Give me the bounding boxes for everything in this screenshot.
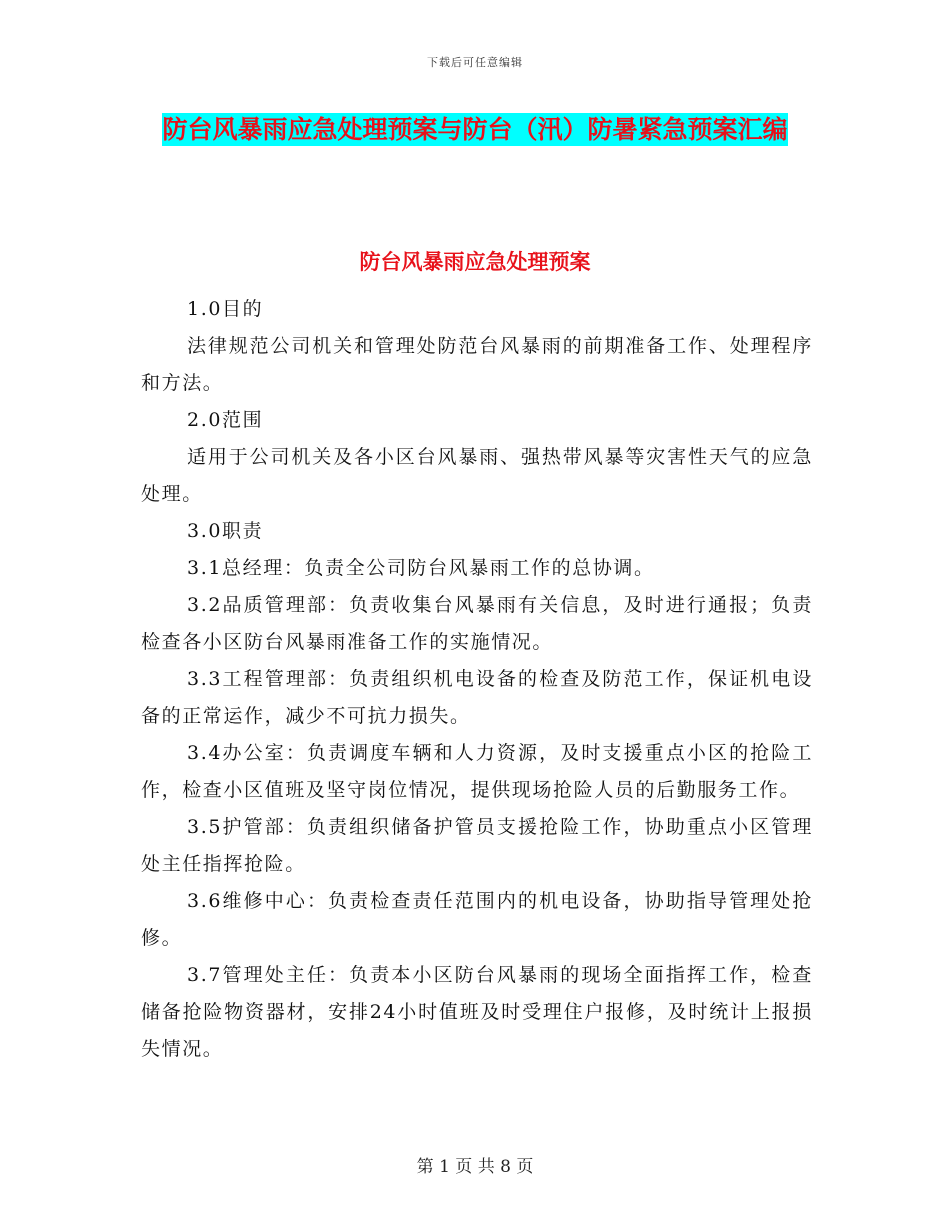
document-title (140, 106, 810, 154)
document-body (141, 291, 813, 1068)
paragraph-3-7: 3.7管理处主任：负责本小区防台风暴雨的现场全面指挥工作，检查储备抢险物资器材，安排24小时值班及时受理住户报修，及时统计上报损失情况。 (141, 964, 813, 1060)
heading-purpose: 1.0目的 (187, 298, 264, 320)
paragraph-3-1: 3.1总经理：负责全公司防台风暴雨工作的总协调。 (187, 557, 655, 579)
section-title: 防台风暴雨应急处理预案 (359, 250, 591, 274)
document-title-text: 防台风暴雨应急处理预案与防台（汛）防暑紧急预案汇编 (162, 115, 788, 144)
paragraph-scope: 适用于公司机关及各小区台风暴雨、强热带风暴等灾害性天气的应急处理。 (141, 446, 813, 505)
heading-scope: 2.0范围 (187, 409, 264, 431)
paragraph-3-6: 3.6维修中心：负责检查责任范围内的机电设备，协助指导管理处抢修。 (141, 890, 813, 949)
header-note: 下载后可任意编辑 (427, 56, 523, 69)
heading-responsibilities: 3.0职责 (187, 520, 264, 542)
paragraph-purpose: 法律规范公司机关和管理处防范台风暴雨的前期准备工作、处理程序和方法。 (141, 335, 813, 394)
page-footer: 第 1 页 共 8 页 (416, 1157, 534, 1177)
paragraph-3-3: 3.3工程管理部：负责组织机电设备的检查及防范工作，保证机电设备的正常运作，减少不可抗力损失。 (141, 668, 813, 727)
paragraph-3-4: 3.4办公室：负责调度车辆和人力资源，及时支援重点小区的抢险工作，检查小区值班及坚守岗位情况，提供现场抢险人员的后勤服务工作。 (141, 742, 813, 801)
paragraph-3-2: 3.2品质管理部：负责收集台风暴雨有关信息，及时进行通报；负责检查各小区防台风暴雨准备工作的实施情况。 (141, 594, 813, 653)
paragraph-3-5: 3.5护管部：负责组织储备护管员支援抢险工作，协助重点小区管理处主任指挥抢险。 (141, 816, 813, 875)
